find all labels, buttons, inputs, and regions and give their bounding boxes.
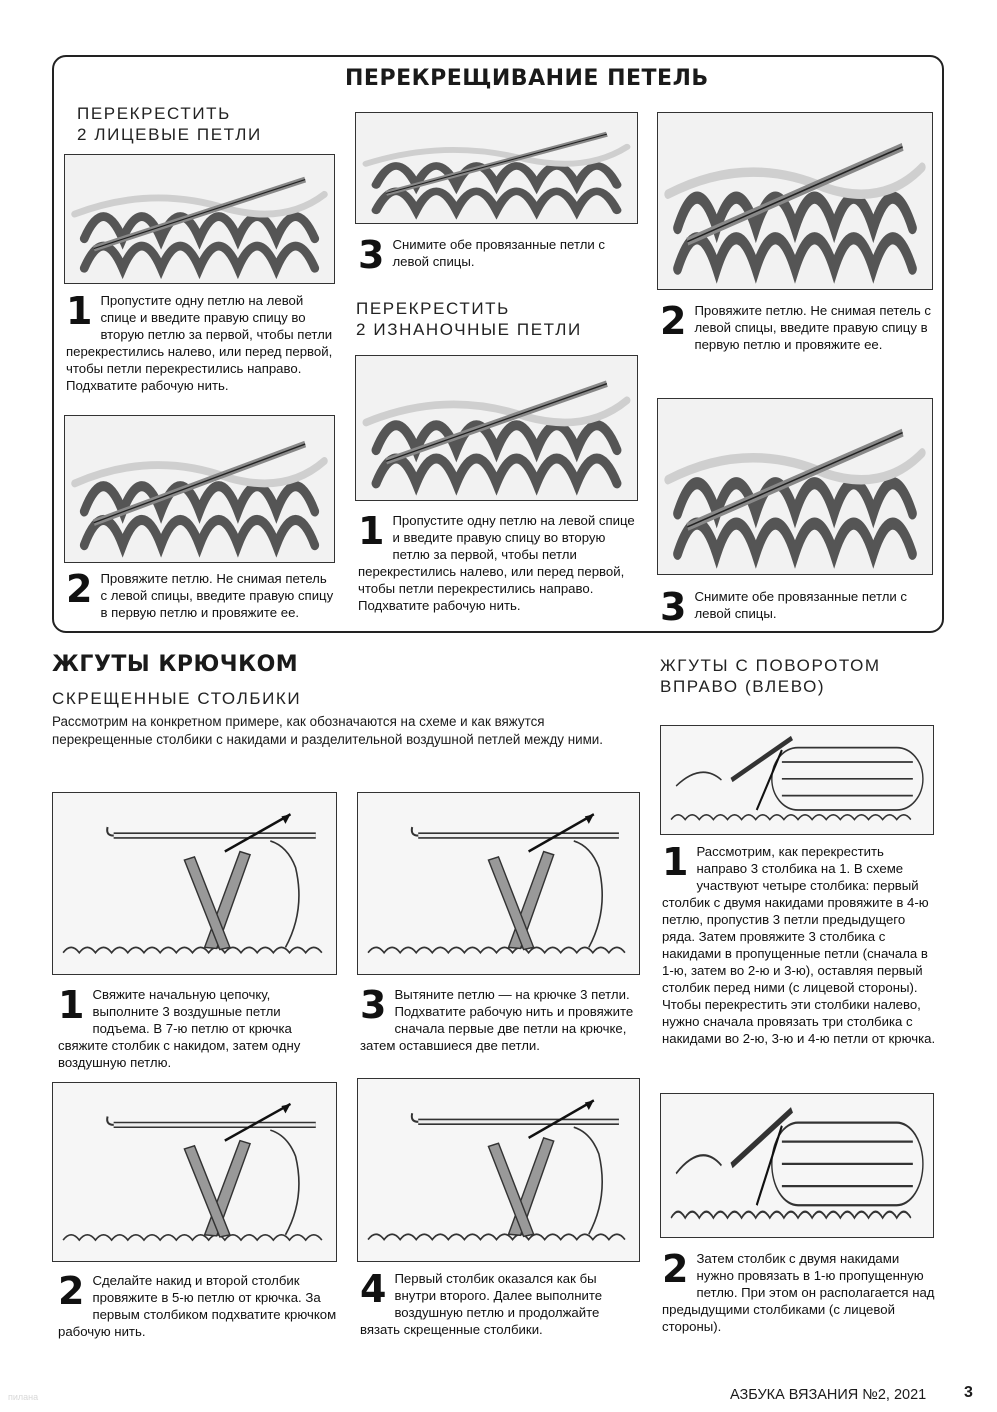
crossed-step4-illustration [357,1078,640,1262]
crochet-intro: Рассмотрим на конкретном примере, как обозначаются на схеме и как вяжутся перекрещенные столбики с накидами и разделительной воздушной петлей между ними. [52,714,603,747]
purl-step3-illustration [657,398,933,575]
crossed-heading: СКРЕЩЕННЫЕ СТОЛБИКИ [52,689,302,708]
turn-step1-illustration [660,725,934,835]
step-number: 3 [358,233,385,277]
step-number: 1 [58,983,85,1027]
step-number: 2 [662,1247,689,1291]
crochet-title: ЖГУТЫ КРЮЧКОМ [52,652,299,677]
turn-step-1 [662,840,937,1047]
crossed-step-4 [360,1267,640,1338]
knit-step2-illustration [64,415,335,563]
purl-step2-illustration [657,112,933,290]
turn-step2-illustration [660,1093,934,1238]
purl-step1-illustration [355,355,638,501]
step-number: 1 [66,289,93,333]
step-number: 3 [660,585,687,629]
turn-heading: ЖГУТЫ С ПОВОРОТОМ ВПРАВО (ВЛЕВО) [660,656,881,696]
step-text: Вытяните петлю — на крючке 3 петли. Подхватите рабочую нить и провяжите сначала первые две петли на крючке, затем оставшиеся две петли. [360,987,634,1053]
step-text: Пропустите одну петлю на левой спице и введите правую спицу во вторую петлю за первой, чтобы петли перекрестились налево, или перед первой, чтобы петли перекрестились направо. Подхватите рабочую нить. [66,293,333,393]
step-text: Затем столбик с двумя накидами нужно провязать в 1-ю пропущенную петлю. При этом он располагается над предыдущими столбиками (с лицевой стороны). [662,1251,935,1334]
crossed-step1-illustration [52,792,337,975]
magazine-footer: АЗБУКА ВЯЗАНИЯ №2, 2021 [730,1387,927,1403]
crossed-step2-illustration [52,1082,337,1262]
purl-heading: ПЕРЕКРЕСТИТЬ 2 ИЗНАНОЧНЫЕ ПЕТЛИ [356,299,582,339]
step-number: 3 [360,983,387,1027]
corner-mark: пилана [8,1392,39,1402]
crossing-title: ПЕРЕКРЕЩИВАНИЕ ПЕТЕЛЬ [345,66,709,91]
knit-step-1 [66,289,336,394]
crossed-step-3 [360,983,640,1054]
crossed-step-1 [58,983,338,1071]
step-text: Снимите обе провязанные петли с левой спицы. [694,589,908,621]
step-number: 1 [358,509,385,553]
step-text: Рассмотрим, как перекрестить направо 3 столбика на 1. В схеме участвуют четыре столбика: первый столбик с двумя накидами провяжите в 4-ю петлю, пропустив 3 петли предыдущего ряда. Затем провяжите 3 столбика с накидами в пропущенные петли (сначала в 1-ю, затем во 2-ю и 3-ю), оставляя первый столбик перед ними (с лицевой стороны). Чтобы перекрестить эти столбики налево, нужно сначала провязать три столбика с накидами во 2-ю, 3-ю и 4-ю петли от крючка. [662,844,936,1046]
purl-step-2 [660,299,935,353]
step-number: 4 [360,1267,387,1311]
step-text: Провяжите петлю. Не снимая петель с левой спицы, введите правую спицу в первую петлю и провяжите ее. [694,303,931,352]
step-text: Сделайте накид и второй столбик провяжите в 5-ю петлю от крючка. За первым столбиком подхватите крючком рабочую нить. [58,1273,337,1339]
knit-step-3 [358,233,640,277]
knit-heading: ПЕРЕКРЕСТИТЬ 2 ЛИЦЕВЫЕ ПЕТЛИ [77,104,262,144]
step-text: Снимите обе провязанные петли с левой спицы. [392,237,606,269]
step-text: Провяжите петлю. Не снимая петель с левой спицы, введите правую спицу в первую петлю и провяжите ее. [100,571,334,620]
step-number: 2 [58,1269,85,1313]
purl-step-1 [358,509,640,614]
step-number: 2 [660,299,687,343]
purl-step-3 [660,585,935,629]
step-number: 1 [662,840,689,884]
turn-step-2 [662,1247,937,1335]
knit-step-2 [66,567,336,621]
step-text: Пропустите одну петлю на левой спице и введите правую спицу во вторую петлю за первой, чтобы петли перекрестились налево, или перед первой, чтобы петли перекрестились направо. Подхватите рабочую нить. [358,513,635,613]
page-number: 3 [964,1384,973,1401]
knit-step3-illustration [355,112,638,224]
crossed-step3-illustration [357,792,640,975]
step-number: 2 [66,567,93,611]
crossed-step-2 [58,1269,338,1340]
step-text: Первый столбик оказался как бы внутри второго. Далее выполните воздушную петлю и продолжайте вязать скрещенные столбики. [360,1271,603,1337]
knit-step1-illustration [64,154,335,284]
step-text: Свяжите начальную цепочку, выполните 3 воздушные петли подъема. В 7-ю петлю от крючка свяжите столбик с накидом, затем одну воздушную петлю. [58,987,301,1070]
